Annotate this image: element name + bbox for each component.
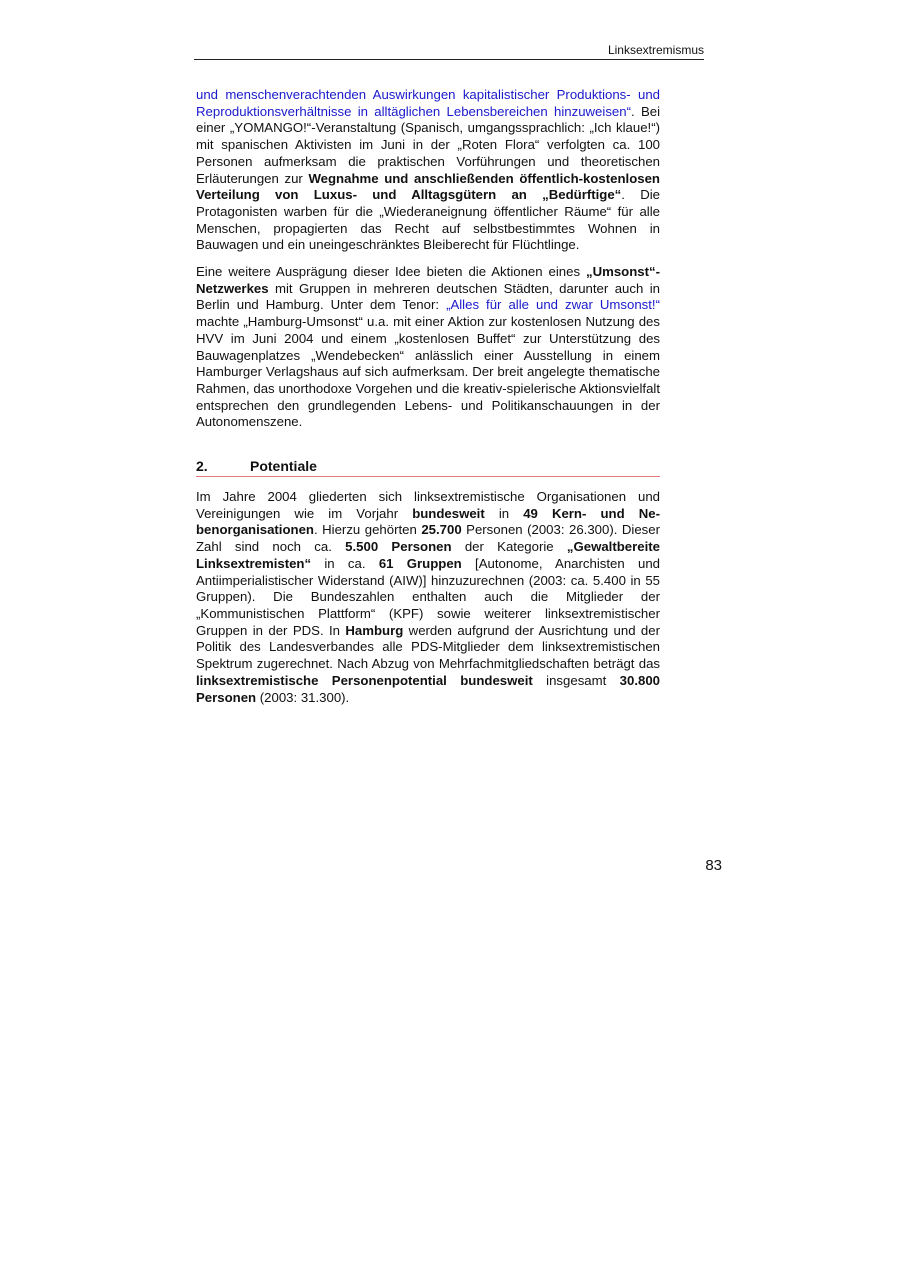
bold-text-run: linksextremistische Personenpotential bundesweit bbox=[196, 672, 533, 688]
text-run: werden aufgrund der Ausrichtung und der Politik des Landesverbandes alle PDS-Mitglieder dem linksextremistischen Spektrum zugerechnet. Nach Abzug von Mehrfachmitgliedschaften beträgt das bbox=[196, 622, 660, 672]
page-number: 83 bbox=[705, 857, 722, 874]
section-title: Potentiale bbox=[250, 458, 317, 475]
text-run: Im Jahre 2004 gliederten sich linksextremistische Organisationen und Vereinigungen wie im Vorjahr bbox=[196, 489, 660, 521]
bold-text-run: Wegnahme und anschließenden öffentlich-kostenlosen Verteilung von Luxus- und Alltagsgütern an „Bedürftige“ bbox=[196, 170, 660, 203]
text-run: . Die Protagonisten warben für die „Wiederaneignung öffentlicher Räume“ für alle Menschen, propagierten das Recht auf selbstbestimmtes Wohnen in Bauwagen und ein uneingeschränktes Bleiberecht für Flüchtlinge. bbox=[196, 187, 660, 253]
page-body bbox=[196, 87, 660, 716]
quote-text-run: und menschenverachtenden Auswirkungen kapitalistischer Produktions- und Reproduktionsverhältnisse in alltäglichen Lebensbereichen hinzuweisen“ bbox=[196, 87, 660, 119]
section-number: 2. bbox=[196, 458, 208, 475]
section-paragraphs bbox=[196, 489, 660, 706]
text-run: insgesamt bbox=[532, 672, 620, 688]
text-run: [Autonome, Anarchisten und Antiimperialistischer Widerstand (AIW)] hinzuzurechnen (2003: ca. 5.400 in 55 Gruppen). Die Bundeszahlen enthalten auch die Mitglieder der „Kommunistischen Plattform“ (KPF) sowie weiterer linksextremistischer Gruppen in der PDS. In bbox=[196, 555, 660, 638]
bold-text-run: 25.700 bbox=[421, 522, 462, 538]
quote-text-run: „Alles für alle und zwar Umsonst!“ bbox=[446, 297, 660, 313]
running-header bbox=[194, 42, 704, 60]
bold-text-run: 5.500 Personen bbox=[345, 539, 452, 555]
text-run: machte „Hamburg-Umsonst“ u.a. mit einer Aktion zur kostenlosen Nutzung des HVV im Juni 2004 und einem „kostenlosen Buffet“ zur Unterstützung des Bauwagenplatzes „Wendebecken“ anlässlich einer Ausstellung in einem Hamburger Verlagshaus auf sich aufmerksam. Der breit angelegte thematische Rahmen, das unorthodoxe Vorgehen und die kreativ-spielerische Aktionsvielfalt entsprechen den grundlegenden Lebens- und Politikanschauungen in der Autonomenszene. bbox=[196, 314, 660, 430]
text-run: Eine weitere Ausprägung dieser Idee bieten die Aktionen eines bbox=[196, 264, 586, 280]
bold-text-run: 30.800 Personen bbox=[196, 672, 661, 705]
section-heading bbox=[196, 457, 660, 477]
intro-paragraphs bbox=[196, 87, 660, 431]
bold-text-run: Hamburg bbox=[345, 622, 404, 638]
bold-text-run: „Umsonst“-Netzwerkes bbox=[196, 264, 660, 296]
bold-text-run: 49 Kern- und Nebenorganisationen bbox=[196, 505, 660, 538]
bold-text-run: „Gewaltbereite Linksextremisten“ bbox=[196, 539, 660, 571]
paragraph bbox=[196, 87, 660, 254]
text-run: der Kategorie bbox=[451, 539, 567, 555]
paragraph bbox=[196, 264, 660, 431]
text-run: . Hierzu gehörten bbox=[313, 522, 422, 538]
bold-text-run: 61 Gruppen bbox=[378, 555, 462, 571]
text-run: Personen (2003: 26.300). Dieser Zahl sind noch ca. bbox=[196, 522, 661, 555]
text-run: in ca. bbox=[311, 555, 379, 571]
running-title: Linksextremismus bbox=[607, 43, 704, 57]
bold-text-run: bundesweit bbox=[412, 505, 485, 521]
text-run: in bbox=[484, 505, 524, 521]
paragraph bbox=[196, 489, 660, 706]
text-run: mit Gruppen in mehreren deutschen Städten, darunter auch in Berlin und Hamburg. Unter dem Tenor: bbox=[196, 280, 660, 313]
text-run: (2003: 31.300). bbox=[256, 689, 350, 705]
text-run: . Bei einer „YOMANGO!“-Veranstaltung (Spanisch, umgangssprachlich: „Ich klaue!“) mit spanischen Aktivisten im Juni in der „Roten Flora“ verfolgten ca. 100 Personen aufmerksam die praktischen Vorführungen und theoretischen Erläuterungen zur bbox=[196, 103, 661, 186]
